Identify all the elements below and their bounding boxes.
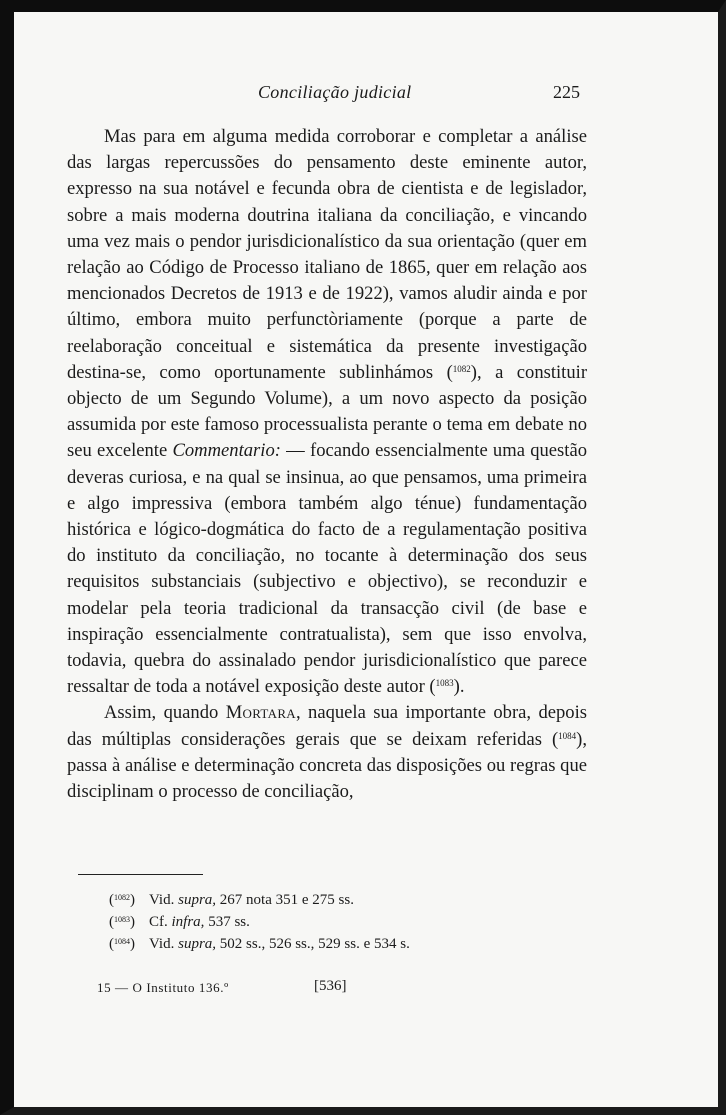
running-head: [14, 82, 718, 108]
footnote-1084: ($^{1084}$) Vid. supra, 502 ss., 526 ss., 529 ss. e 534 s.: [109, 933, 529, 955]
paragraph-2-text-end: ), passa à análise e determinação concreta das disposições ou regras que disciplinam o processo de conciliação,: [67, 728, 587, 803]
body-text: [67, 124, 587, 805]
author-name: Mortara: [225, 702, 296, 724]
footnotes: [109, 889, 529, 955]
paragraph-1-text-c: — focando essencialmente uma questão deveras curiosa, e na qual se insinua, ao que pensamos, uma primeira e algo impressiva (embora também algo ténue) fundamentação histórica e lógico-dogmática do facto de a regulamentação positiva do instituto da conciliação, no tocante à determinação dos seus requisitos substanciais (subjectivo e objectivo), se reconduzir e modelar pela teoria tradicional da transacção civil (de base e inspiração essencialmente contratualista), sem que isso envolva, todavia, quebra do assinalado pendor jurisdicionalístico que parece ressaltar de toda a notável exposição deste autor (: [67, 440, 587, 698]
footnote-mark: ($^{1082}$): [109, 892, 135, 908]
paragraph-1-text-end: ).: [453, 676, 465, 698]
footnote-ref-1082: 1082: [452, 363, 471, 374]
footnote-ref-1084: 1084: [558, 730, 577, 741]
footnote-mark: ($^{1083}$): [109, 914, 135, 930]
paragraph-1-text-b: ), a constituir objecto de um Segundo Volume), a um novo aspecto da posição assumida por este famoso processualista perante o tema em debate no seu excelente: [67, 361, 588, 462]
page-code: [536]: [314, 978, 347, 994]
footnote-mark: ($^{1084}$): [109, 936, 135, 952]
footnote-1082: ($^{1082}$) Vid. supra, 267 nota 351 e 275 ss.: [109, 889, 529, 911]
footnote-rule: [78, 874, 203, 875]
footnote-ref-1083: 1083: [435, 678, 454, 689]
paragraph-1-text-a: Mas para em alguma medida corroborar e completar a análise das largas repercussões do pensamento deste eminente autor, expresso na sua notável e fecunda obra de cientista e de legislador, sobre a mais moderna doutrina italiana da conciliação, e vincando uma vez mais o pendor jurisdicionalístico da sua orientação (quer em relação ao Código de Processo italiano de 1865, quer em relação aos mencionados Decretos de 1913 e de 1922), vamos aludir ainda e por último, embora muito perfunctòriamente (porque a parte de reelaboração conceitual e sistemática da presente investigação destina-se, como oportunamente sublinhámos (: [67, 126, 587, 383]
signature-line: 15 — O Instituto 136.º: [97, 980, 229, 995]
commentario-title: Commentario:: [172, 440, 281, 462]
paragraph-2-text-b: , naquela sua importante obra, depois das múltiplas considerações gerais que se deixam referidas (: [67, 702, 587, 750]
footnote-1083: ($^{1083}$) Cf. infra, 537 ss.: [109, 911, 529, 933]
paragraph-2: [67, 700, 587, 805]
page-number: 225: [553, 82, 580, 102]
paragraph-2-text-a: Assim, quando: [104, 702, 226, 724]
running-title: Conciliação judicial: [258, 82, 412, 102]
paragraph-1: [67, 124, 587, 700]
